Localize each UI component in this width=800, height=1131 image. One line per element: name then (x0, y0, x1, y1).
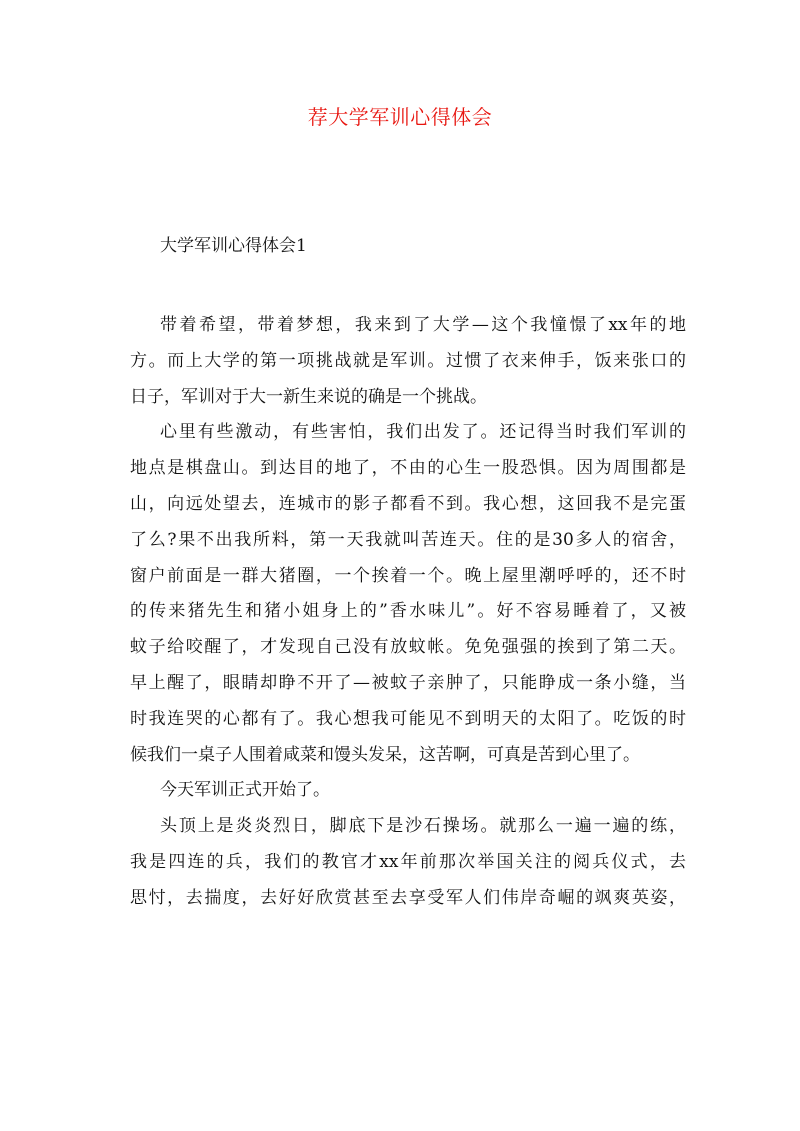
text-line: 蚊子给咬醒了，才发现自己没有放蚊帐。免免强强的挨到了第二天。 (130, 637, 686, 658)
text-line: 山，向远处望去，连城市的影子都看不到。我心想，这回我不是完蛋 (130, 493, 686, 514)
text-line: 的传来猪先生和猪小姐身上的”香水味儿”。好不容易睡着了，又被 (130, 601, 686, 622)
text-line: 心里有些激动，有些害怕，我们出发了。还记得当时我们军训的 (160, 422, 686, 443)
text-line: 日子，军训对于大一新生来说的确是一个挑战。 (130, 386, 487, 407)
document-title: 荐大学军训心得体会 (307, 105, 493, 129)
section-heading: 大学军训心得体会1 (160, 236, 307, 256)
text-line: 时我连哭的心都有了。我心想我可能见不到明天的太阳了。吃饭的时 (130, 708, 686, 729)
body-text (130, 308, 686, 917)
text-line: 候我们一桌子人围着咸菜和馒头发呆，这苦啊，可真是苦到心里了。 (130, 744, 640, 765)
text-line: 今天军训正式开始了。 (160, 780, 330, 801)
text-line: 方。而上大学的第一项挑战就是军训。过惯了衣来伸手，饭来张口的 (130, 350, 686, 371)
text-line: 头顶上是炎炎烈日，脚底下是沙石操场。就那么一遍一遍的练， (160, 816, 686, 837)
text-line: 我是四连的兵，我们的教官才xx年前那次举国关注的阅兵仪式，去 (130, 851, 686, 872)
text-line: 早上醒了，眼睛却睁不开了—被蚊子亲肿了，只能睁成一条小缝，当 (130, 672, 686, 693)
text-line: 了么?果不出我所料，第一天我就叫苦连天。住的是30多人的宿舍， (130, 529, 686, 550)
text-line: 思忖，去揣度，去好好欣赏甚至去享受军人们伟岸奇崛的飒爽英姿， (130, 887, 686, 908)
text-line: 地点是棋盘山。到达目的地了，不由的心生一股恐惧。因为周围都是 (130, 458, 686, 479)
text-line: 带着希望，带着梦想，我来到了大学—这个我憧憬了xx年的地 (160, 315, 686, 335)
text-line: 窗户前面是一群大猪圈，一个挨着一个。晚上屋里潮呼呼的，还不时 (130, 565, 686, 586)
